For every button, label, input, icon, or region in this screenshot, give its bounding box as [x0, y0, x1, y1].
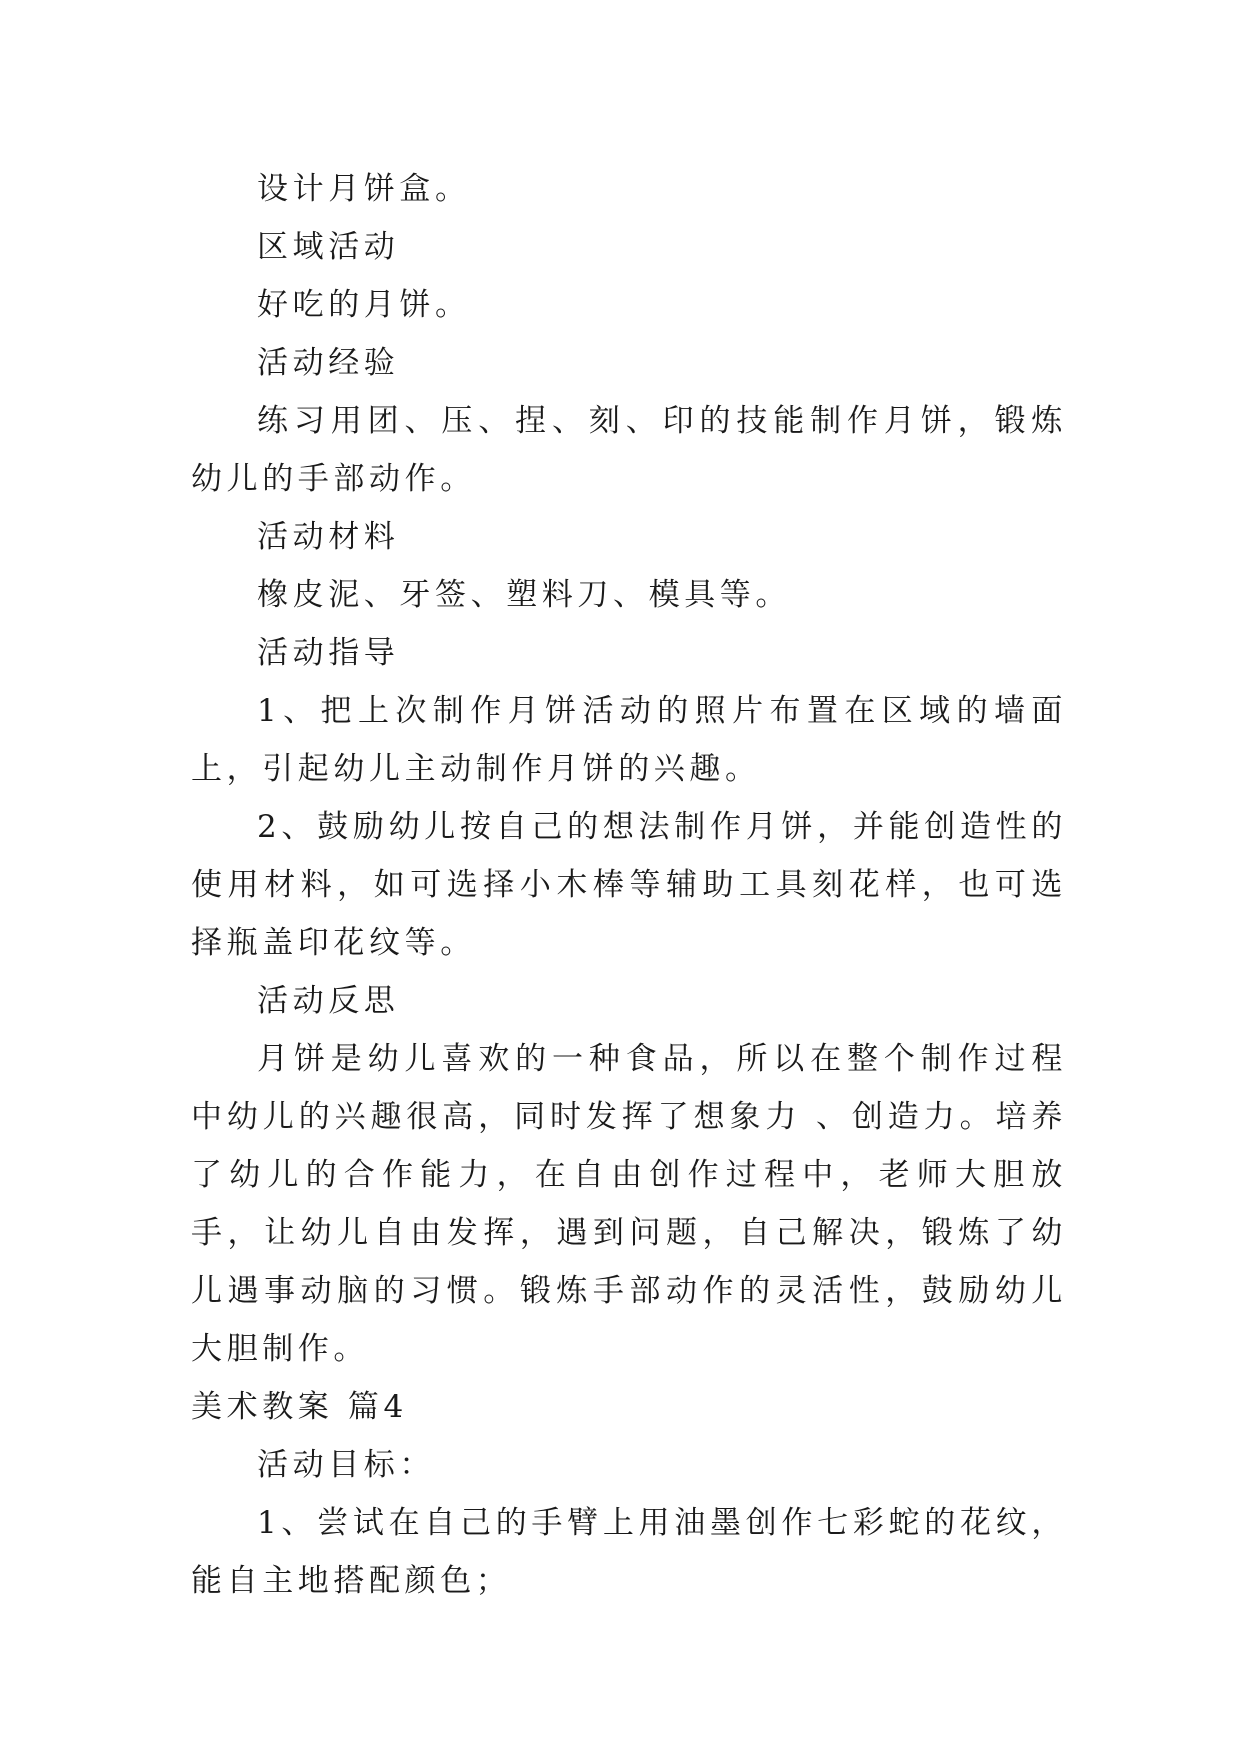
paragraph-activity-guidance: 活动指导	[257, 635, 400, 671]
paragraph-activity-experience: 活动经验	[257, 345, 400, 381]
paragraph-activity-goals: 活动目标：	[257, 1447, 435, 1483]
paragraph-design-mooncake-box: 设计月饼盒。	[257, 171, 471, 207]
paragraph-guidance-2: 2、鼓励幼儿按自己的想法制作月饼，并能创造性的使用材料，如可选择小木棒等辅助工具刻花样，也可选择瓶盖印花纹等。	[191, 809, 1067, 961]
paragraph-reflection-text: 月饼是幼儿喜欢的一种食品，所以在整个制作过程中幼儿的兴趣很高，同时发挥了想象力 、创造力。培养了幼儿的合作能力，在自由创作过程中，老师大胆放手，让幼儿自由发挥，遇到问题，自己解决，锻炼了幼儿遇事动脑的习惯。锻炼手部动作的灵活性，鼓励幼儿大胆制作。	[191, 1041, 1067, 1367]
paragraph-goal-1: 1、尝试在自己的手臂上用油墨创作七彩蛇的花纹，能自主地搭配颜色；	[191, 1505, 1067, 1599]
paragraph-activity-reflection: 活动反思	[257, 983, 400, 1019]
paragraph-practice-skills: 练习用团、压、捏、刻、印的技能制作月饼，锻炼幼儿的手部动作。	[191, 403, 1067, 497]
text-column	[191, 160, 1067, 1610]
paragraph-area-activity: 区域活动	[257, 229, 400, 265]
paragraph-materials-list: 橡皮泥、牙签、塑料刀、模具等。	[257, 577, 791, 613]
section-title: 美术教案 篇4	[191, 1389, 408, 1425]
paragraph-guidance-1: 1、把上次制作月饼活动的照片布置在区域的墙面上，引起幼儿主动制作月饼的兴趣。	[191, 693, 1067, 787]
paragraph-activity-materials: 活动材料	[257, 519, 400, 555]
paragraph-tasty-mooncake: 好吃的月饼。	[257, 287, 471, 323]
